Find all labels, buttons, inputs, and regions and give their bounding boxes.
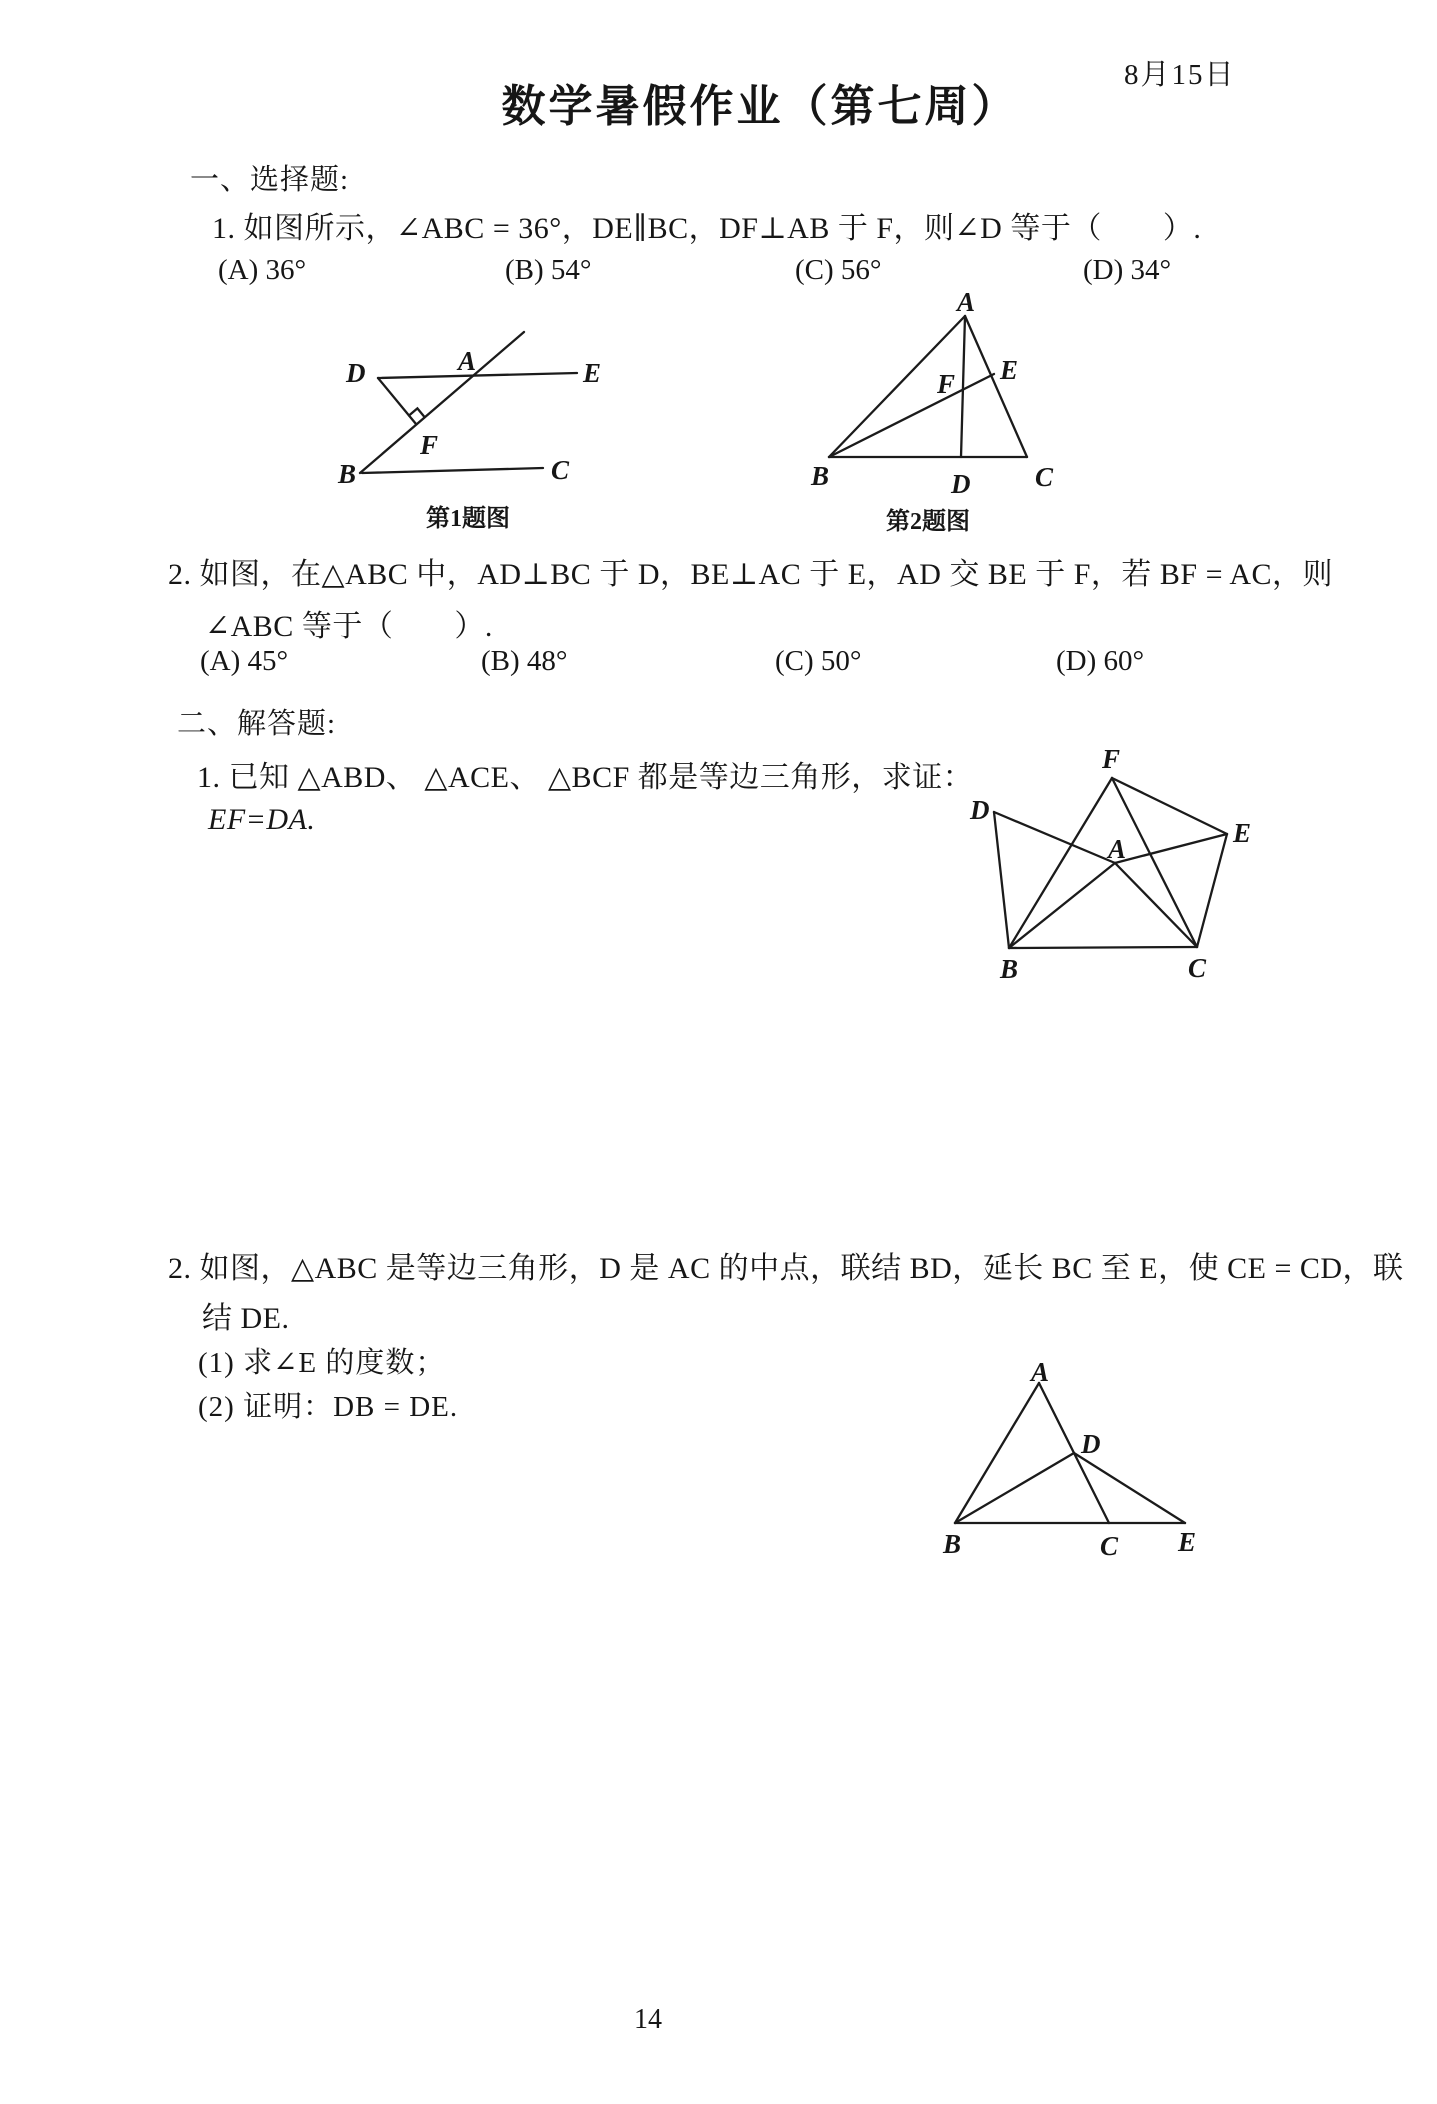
question2-choice-a: (A) 45° bbox=[200, 645, 289, 677]
problem2-line1: 2. 如图，△ABC 是等边三角形，D 是 AC 的中点，联结 BD，延长 BC 至 E，使 CE = CD，联 bbox=[168, 1252, 1404, 1285]
page-date: 8月15日 bbox=[1124, 59, 1236, 91]
question1-choice-d: (D) 34° bbox=[1083, 254, 1172, 286]
figure2-label-a: A bbox=[957, 287, 976, 317]
section-solve-heading: 二、解答题: bbox=[177, 708, 337, 740]
figure2-label-f: F bbox=[937, 369, 956, 399]
question2-choice-d: (D) 60° bbox=[1056, 645, 1145, 677]
question2-choice-b: (B) 48° bbox=[481, 645, 568, 677]
question1-choice-b: (B) 54° bbox=[505, 254, 592, 286]
figure3-label-d: D bbox=[970, 795, 990, 825]
figure3-drawing bbox=[950, 740, 1260, 990]
figure2-label-c: C bbox=[1035, 462, 1054, 492]
question1-choice-c: (C) 56° bbox=[795, 254, 882, 286]
figure1-label-c: C bbox=[551, 455, 570, 485]
problem2-sub1: (1) 求∠E 的度数； bbox=[198, 1347, 446, 1379]
figure2-label-d: D bbox=[951, 469, 971, 499]
page-title: 数学暑假作业（第七周） bbox=[501, 82, 1019, 131]
figure2-label-b: B bbox=[811, 461, 830, 491]
problem1-line1: 1. 已知 △ABD、 △ACE、 △BCF 都是等边三角形，求证： bbox=[197, 761, 974, 794]
problem2-sub2: (2) 证明：DB = DE. bbox=[198, 1391, 459, 1423]
figure2-caption: 第2题图 bbox=[886, 509, 970, 535]
question2-choice-c: (C) 50° bbox=[775, 645, 862, 677]
figure1-label-f: F bbox=[420, 430, 439, 460]
figure3 bbox=[950, 740, 1260, 990]
figure4-label-c: C bbox=[1100, 1531, 1119, 1561]
figure4 bbox=[930, 1355, 1230, 1570]
question2-line1: 2. 如图，在△ABC 中，AD⊥BC 于 D，BE⊥AC 于 E，AD 交 BE 于 F，若 BF = AC，则 bbox=[168, 558, 1334, 591]
figure4-label-a: A bbox=[1031, 1357, 1050, 1387]
figure1-label-e: E bbox=[583, 358, 602, 388]
figure1-label-b: B bbox=[338, 459, 357, 489]
page-number: 14 bbox=[634, 2004, 662, 2035]
figure1 bbox=[255, 310, 615, 510]
figure2-drawing bbox=[790, 285, 1090, 535]
figure3-label-b: B bbox=[1000, 954, 1019, 984]
question2-line2: ∠ABC 等于（ ）. bbox=[205, 610, 493, 643]
problem1-line2: EF=DA. bbox=[208, 803, 316, 836]
figure1-label-d: D bbox=[346, 358, 366, 388]
figure2 bbox=[790, 285, 1090, 535]
figure3-label-f: F bbox=[1102, 744, 1121, 774]
figure3-label-c: C bbox=[1188, 953, 1207, 983]
question1-choice-a: (A) 36° bbox=[218, 254, 307, 286]
question1-text: 1. 如图所示，∠ABC = 36°，DE∥BC，DF⊥AB 于 F，则∠D 等于（ ）. bbox=[212, 212, 1202, 245]
section-choice-heading: 一、选择题: bbox=[190, 164, 350, 196]
figure1-caption: 第1题图 bbox=[426, 506, 510, 532]
problem2-line2: 结 DE. bbox=[202, 1302, 290, 1335]
figure4-label-d: D bbox=[1081, 1429, 1101, 1459]
figure3-label-e: E bbox=[1233, 818, 1252, 848]
figure4-label-b: B bbox=[943, 1529, 962, 1559]
figure4-label-e: E bbox=[1178, 1527, 1197, 1557]
figure1-label-a: A bbox=[458, 346, 477, 376]
figure2-label-e: E bbox=[1000, 355, 1019, 385]
figure3-label-a: A bbox=[1108, 834, 1127, 864]
